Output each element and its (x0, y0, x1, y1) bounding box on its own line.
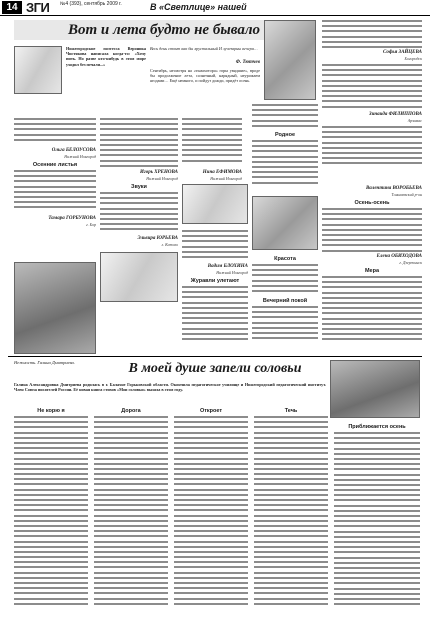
poem-title-osennie-listya: Осенние листья (32, 162, 78, 168)
signature-elvira-place: г. Кстово (161, 242, 178, 247)
col2-poem-1 (100, 118, 178, 170)
signature-elena: Елена ОБИХОДОВА (376, 254, 422, 259)
col3b-poem-3 (252, 264, 318, 294)
page-number: 14 (2, 1, 22, 14)
intro-lead: Нижегородские поэтесса Вероника Чистякова написала когда-то: «Хочу пить. Но разве кто-нибудь в этом мире уходил без печали...» (66, 46, 146, 67)
rubric-title: В «Светлице» нашей (150, 2, 247, 12)
signature-olga: Ольга БЕЛОУСОВА (51, 148, 96, 153)
signature-tamara-place: г. Бор (86, 222, 96, 227)
newspaper-logo: ЗГИ (26, 0, 50, 15)
intro-body: Сентябрь, несмотря на «тьмахотора» горы увядшие», вроде бы продолжение лета, солнечный, нарядный, неурожаем ягодами… Ещё немного, и пойдут дожди, придёт осень. (150, 68, 260, 84)
signature-elena-place: г. Дзержинск (399, 260, 422, 265)
bottom-col2 (94, 416, 168, 614)
photo-autumn-tree (264, 20, 316, 100)
bottom-col1 (14, 416, 88, 614)
signature-nina: Нина ЕФИМОВА (202, 170, 242, 175)
bottom-col5 (334, 432, 420, 614)
col1-poem-2 (14, 170, 96, 214)
right-column-text-2 (322, 64, 422, 112)
issue-info: №4 (393), сентябрь 2009 г. (60, 1, 122, 7)
poem-title-rodnoe: Родное (274, 132, 296, 138)
col3-poem-1 (182, 118, 242, 170)
right-column-text-5 (322, 276, 422, 346)
masthead (0, 0, 430, 16)
photo-caption: Нежность. Галина Дмитриева. (14, 360, 75, 365)
col2-poem-2 (100, 192, 178, 236)
signature-tamara: Тамара ГОРБУНОВА (48, 216, 96, 221)
poem-title-krasota: Красота (274, 256, 296, 262)
poem-title-zhuravli: Журавли улетают (190, 278, 240, 284)
section-divider (8, 356, 422, 357)
signature-nina-place: Нижний Новгород (210, 176, 242, 181)
headline-bottom: В моей душе запели соловьи (128, 361, 302, 376)
signature-valentina-place: Тоншаевский р-он (391, 192, 422, 197)
signature-sofya-zaitseva-place: Богородск (404, 56, 422, 61)
photo-leaf (100, 252, 178, 302)
col1-poem-1 (14, 118, 96, 146)
headline-top: Вот и лета будто не бывало (14, 20, 314, 40)
signature-igor: Игорь ХРЕНОВА (140, 170, 178, 175)
poem-title-osen: Осень-осень (354, 200, 390, 206)
signature-vadim-place: Нижний Новгород (216, 270, 248, 275)
right-column-text-3 (322, 126, 422, 166)
signature-olga-place: Нижний Новгород (64, 154, 96, 159)
col3-poem-2 (182, 230, 248, 264)
signature-zinaida-place: Арзамас (407, 118, 422, 123)
poem-title-otkroet: Откроет (199, 408, 223, 414)
signature-igor-place: Нижний Новгород (146, 176, 178, 181)
poem-title-tech: Течь (284, 408, 298, 414)
intro-quote-signature: Ф. Тютчев (235, 60, 260, 65)
poem-title-zvuki: Звуки (131, 184, 147, 190)
col3b-poem-2 (252, 140, 318, 188)
signature-elvira: Эльвира ЮРЬЕВА (137, 236, 178, 241)
signature-valentina: Валентина ВОРОБЬЕВА (365, 186, 422, 191)
poem-title-mera: Мера (364, 268, 380, 274)
poem-title-vecherny-pokoy: Вечерний покой (262, 298, 308, 304)
signature-zinaida: Зинаида ФИЛИППОВА (369, 112, 422, 117)
photo-birch-trees (14, 262, 96, 354)
bottom-col4 (254, 416, 328, 614)
signature-vadim: Вадим БЛОХИНА (207, 264, 248, 269)
bottom-intro: Галина Александровна Дмитриева родилась в г. Балахне Горьковской области. Окончила педагогическое училище и Нижегородский педагогический институт. Член Союза писателей России. Её новая книга стихов «Мои соловьи» вышла в этом году. (14, 382, 326, 393)
col3-poem-3 (182, 286, 248, 346)
col3b-poem-4 (252, 306, 318, 346)
poem-title-priblizhaetsya: Приближается осень (348, 424, 406, 430)
poem-title-doroga: Дорога (121, 408, 141, 414)
photo-mushroom (182, 184, 248, 224)
photo-tree (14, 46, 62, 94)
poem-title-ne-koryu: Не корю я (37, 408, 65, 414)
photo-swan (252, 196, 318, 250)
bottom-col3 (174, 416, 248, 614)
right-column-text-4 (322, 208, 422, 256)
signature-sofya-zaitseva: Софья ЗАЙЦЕВА (382, 50, 422, 55)
photo-portrait (330, 360, 420, 418)
right-column-text-1 (322, 20, 422, 50)
intro-quote: Весь день стоит как бы хрустальный И лучезарны вечера… (150, 46, 258, 51)
col3b-poem-1 (252, 104, 318, 132)
